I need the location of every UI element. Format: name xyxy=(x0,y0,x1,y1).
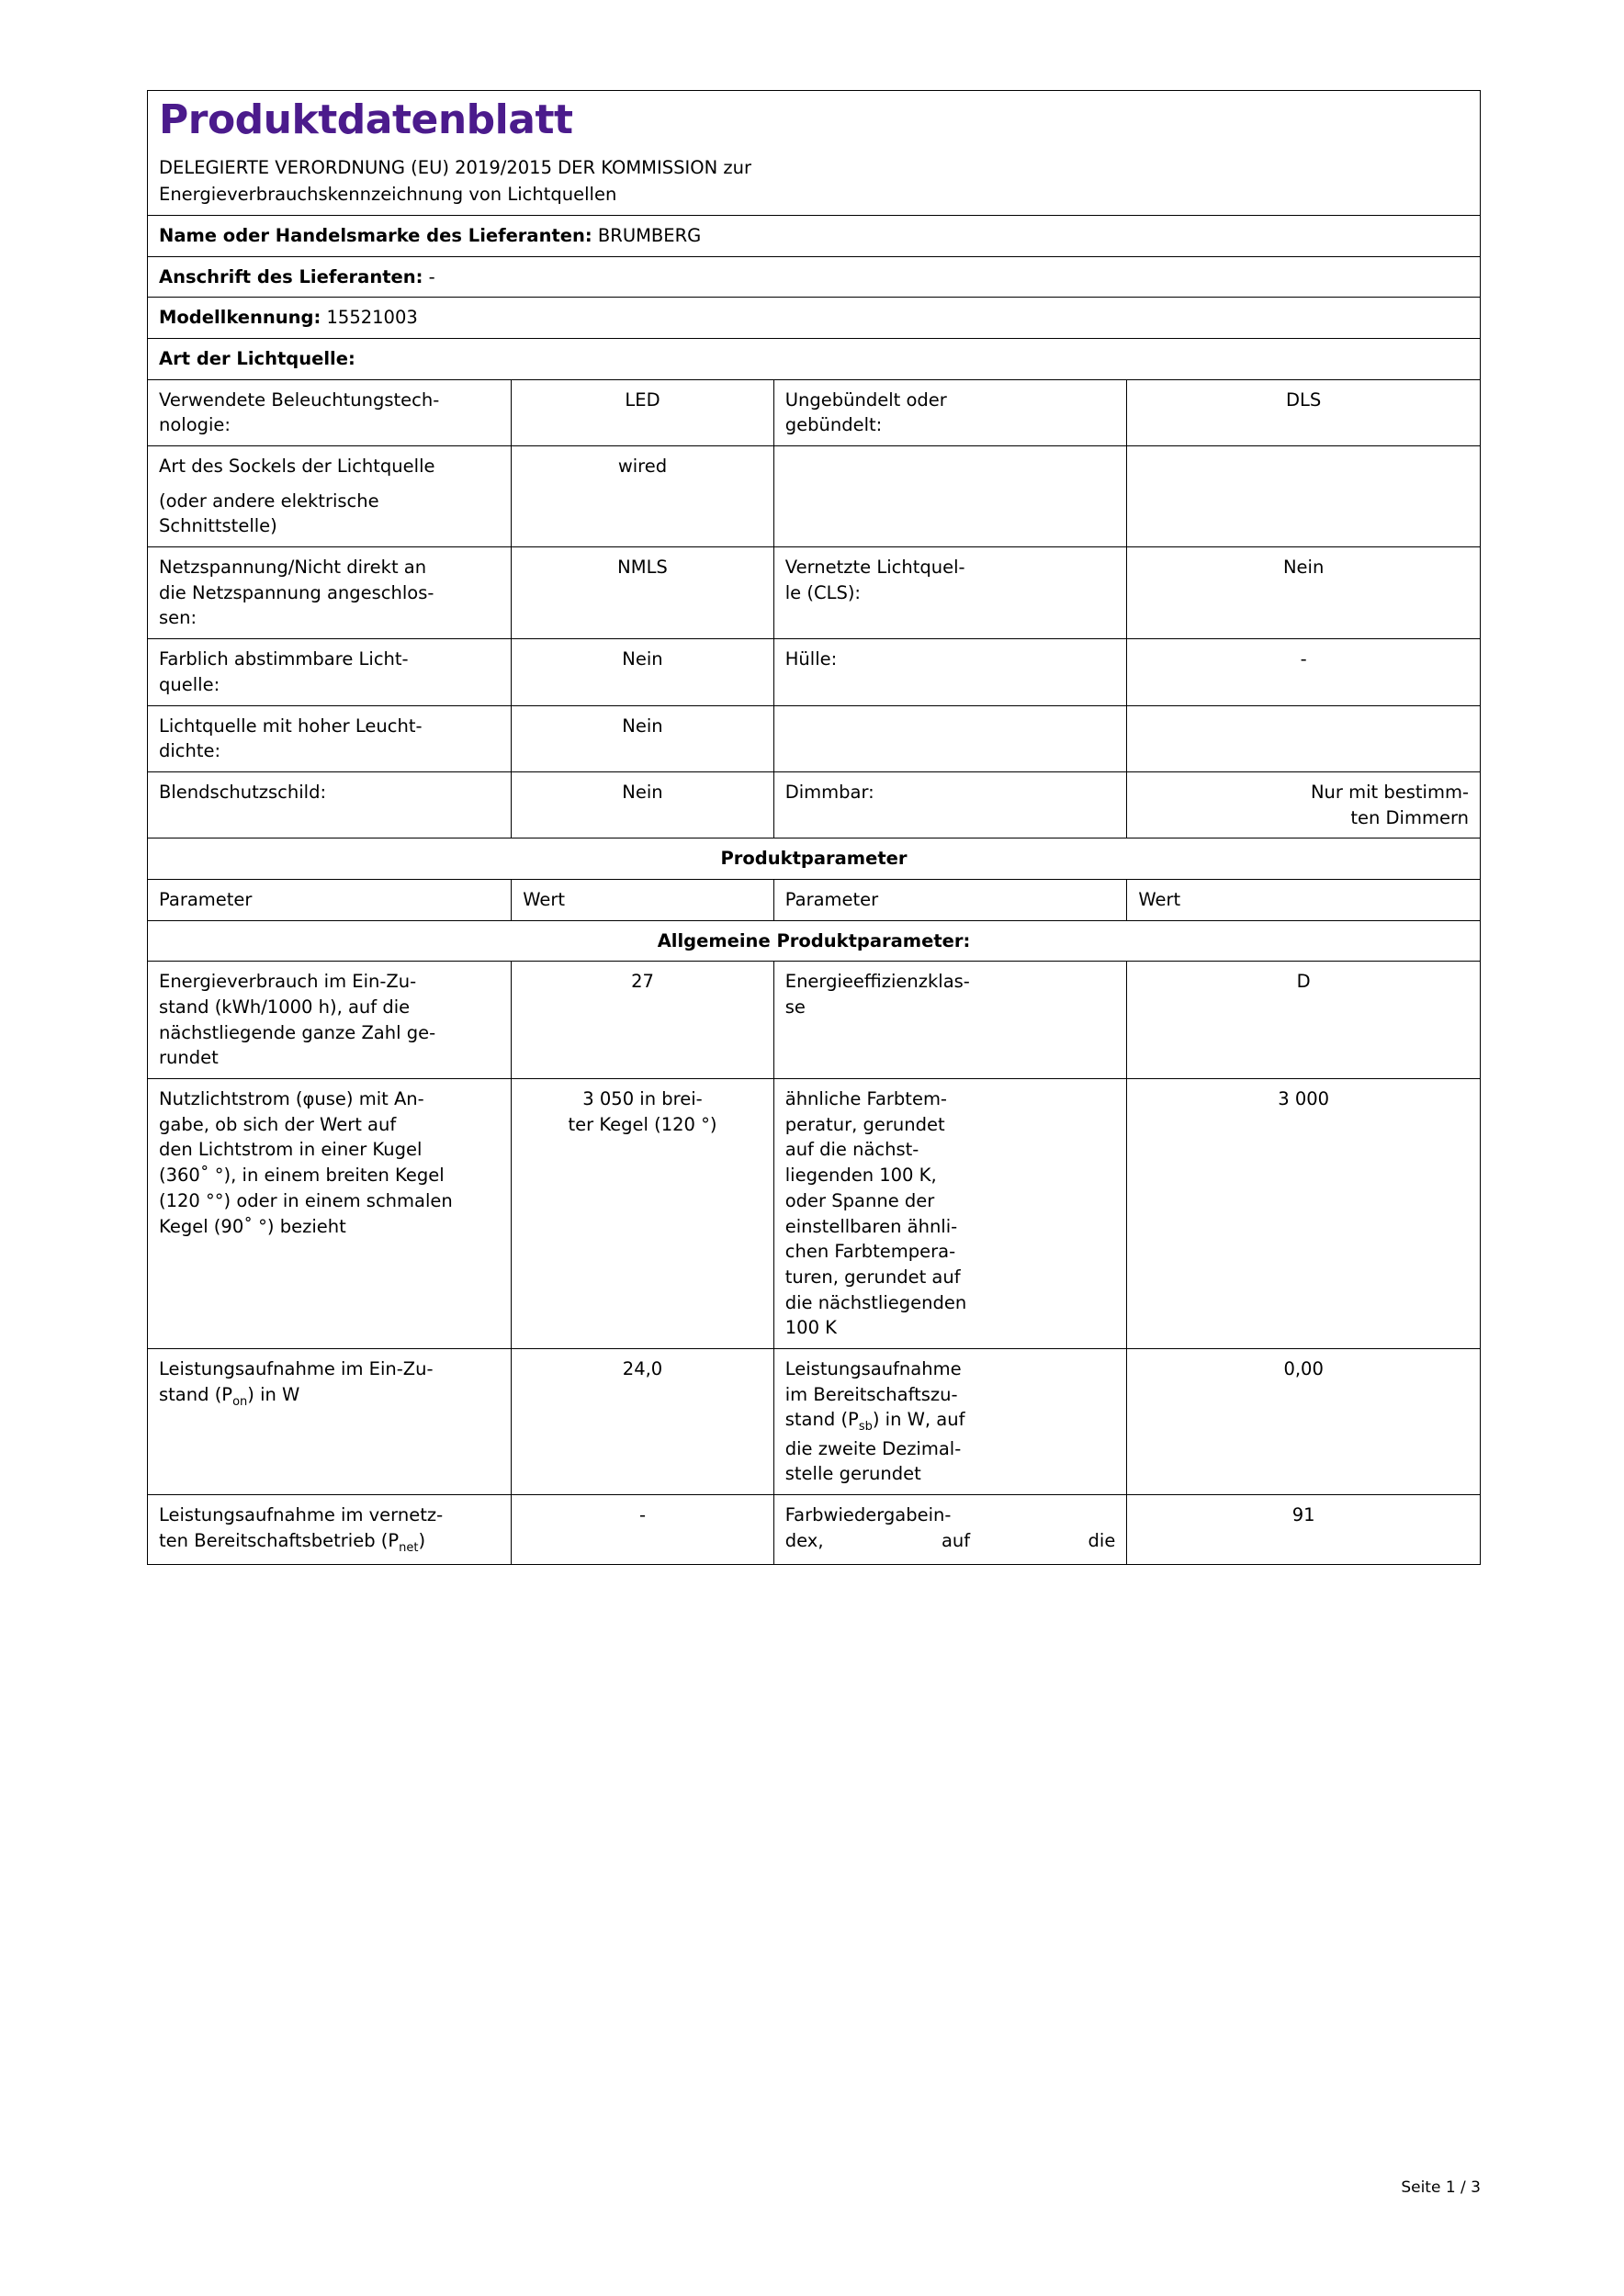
column-header-value-1: Wert xyxy=(512,879,774,920)
datasheet xyxy=(147,90,1481,1565)
lightsource-section-row xyxy=(148,338,1481,379)
text-line: sen: xyxy=(159,607,197,629)
cell-dimmable-label: Dimmbar: xyxy=(773,771,1127,838)
model-row xyxy=(148,298,1481,339)
cell-glare-label: Blendschutzschild: xyxy=(148,771,512,838)
cell-mains-value: NMLS xyxy=(512,547,774,639)
text-line: liegenden 100 K, xyxy=(784,1165,937,1187)
cell-cls-label xyxy=(773,547,1127,639)
cell-dimmable-value xyxy=(1127,771,1481,838)
supplier-address-row xyxy=(148,256,1481,298)
table-row xyxy=(148,1079,1481,1349)
cell-technology-value: LED xyxy=(512,379,774,445)
general-parameters-title-row xyxy=(148,920,1481,962)
text-span: Ungebündelt oder xyxy=(784,388,947,411)
text-line: nologie: xyxy=(159,414,231,436)
cell-cls-value: Nein xyxy=(1127,547,1481,639)
text-line: rundet xyxy=(159,1047,219,1069)
text-line: Leistungsaufnahme xyxy=(784,1357,962,1379)
cell-hld-value: Nein xyxy=(512,705,774,771)
cell-hld-label xyxy=(148,705,512,771)
spacer xyxy=(159,479,500,489)
cell-power-standby-label xyxy=(773,1348,1127,1494)
cell-useful-flux-label xyxy=(148,1079,512,1349)
text-line: Farbwiedergabein- xyxy=(784,1504,952,1526)
text-line: turen, gerundet auf xyxy=(784,1266,961,1288)
text-line: die nächstliegenden xyxy=(784,1291,967,1313)
text-line: se xyxy=(784,996,806,1019)
table-row xyxy=(148,446,1481,547)
text-line: stelle gerundet xyxy=(784,1463,921,1485)
text-line: Leistungsaufnahme im Ein-Zu- xyxy=(159,1357,434,1379)
supplier-name-cell xyxy=(148,215,1481,256)
cell-color-temp-value: 3 000 xyxy=(1127,1079,1481,1349)
text-line: stand $(P_{sb})$ in W, auf xyxy=(784,1409,965,1435)
supplier-address-value: - xyxy=(428,265,435,287)
cell-energy-consumption-label xyxy=(148,962,512,1079)
table-row xyxy=(148,962,1481,1079)
text-line: im Bereitschaftszu- xyxy=(784,1383,958,1405)
supplier-name-row xyxy=(148,215,1481,256)
text-line: ten Dimmern xyxy=(1350,806,1469,828)
text-line: 100 K xyxy=(784,1317,837,1339)
text-line: dichte: xyxy=(159,740,221,762)
cell-empty-value xyxy=(1127,446,1481,547)
cell-beam-label xyxy=(773,379,1127,445)
text-span: ähnliche Farbtem- xyxy=(784,1088,947,1110)
text-line: gebündelt: xyxy=(784,414,883,436)
text-span: dex, xyxy=(784,1529,824,1551)
text-line: (360˚ °), in einem breiten Kegel xyxy=(159,1165,445,1187)
cell-envelope-value: - xyxy=(1127,639,1481,705)
product-parameter-title: Produktparameter xyxy=(148,838,1481,880)
header-row xyxy=(148,91,1481,216)
text-line: ten Bereitschaftsbetrieb $(P_{net})$ xyxy=(159,1529,426,1555)
product-parameter-title-row xyxy=(148,838,1481,880)
cell-power-standby-value: 0,00 xyxy=(1127,1348,1481,1494)
cell-empty-label xyxy=(773,446,1127,547)
cell-socket-value: wired xyxy=(512,446,774,547)
text-line: die zweite Dezimal- xyxy=(784,1437,962,1459)
text-line: quelle: xyxy=(159,673,220,695)
text-line: Farblich abstimmbare Licht- xyxy=(159,648,409,670)
text-line: chen Farbtempera- xyxy=(784,1241,956,1263)
text-line xyxy=(785,1086,1116,1112)
cell-empty-label xyxy=(773,705,1127,771)
column-header-row xyxy=(148,879,1481,920)
text-line xyxy=(785,388,1116,413)
text-line: stand (kWh/1000 h), auf die xyxy=(159,996,411,1019)
cell-tunable-label xyxy=(148,639,512,705)
table-row xyxy=(148,639,1481,705)
text-line: Nur mit bestimm- xyxy=(1310,781,1469,803)
cell-technology-label xyxy=(148,379,512,445)
column-header-parameter-2: Parameter xyxy=(773,879,1127,920)
column-header-value-2: Wert xyxy=(1127,879,1481,920)
text-line: die Netzspannung angeschlos- xyxy=(159,581,434,603)
subscript-sb: sb xyxy=(858,1420,873,1435)
column-header-parameter-1: Parameter xyxy=(148,879,512,920)
text-line: Vernetzte Lichtquel- xyxy=(784,557,965,579)
cell-glare-value: Nein xyxy=(512,771,774,838)
table-row xyxy=(148,1495,1481,1565)
page-footer: Seite 1 / 3 xyxy=(1401,2178,1481,2197)
model-cell xyxy=(148,298,1481,339)
cell-cri-label xyxy=(773,1495,1127,1565)
table-row xyxy=(148,771,1481,838)
text-line: ter Kegel (120 °) xyxy=(568,1113,717,1135)
text-line: Schnittstelle) xyxy=(159,515,277,537)
regulation-line-2: Energieverbrauchskennzeichnung von Lichtquellen xyxy=(159,183,617,205)
cell-mains-label xyxy=(148,547,512,639)
text-line: gabe, ob sich der Wert auf xyxy=(159,1113,397,1135)
table-row xyxy=(148,379,1481,445)
text-line: oder Spanne der xyxy=(784,1189,935,1211)
cell-tunable-value: Nein xyxy=(512,639,774,705)
text-line: 3 050 in brei- xyxy=(582,1088,703,1110)
text-span: auf xyxy=(941,1529,971,1551)
text-line: (120 °°) oder in einem schmalen xyxy=(159,1189,453,1211)
text-line: Energieeffizienzklas- xyxy=(784,971,970,993)
text-line: Energieverbrauch im Ein-Zu- xyxy=(159,971,417,993)
product-datasheet-table xyxy=(147,90,1481,1565)
text-line: (oder andere elektrische xyxy=(159,490,379,512)
supplier-address-cell xyxy=(148,256,1481,298)
lightsource-section-label: Art der Lichtquelle: xyxy=(159,347,355,369)
cell-color-temp-label xyxy=(773,1079,1127,1349)
model-label: Modellkennung: xyxy=(159,307,321,329)
cell-empty-value xyxy=(1127,705,1481,771)
supplier-address-label: Anschrift des Lieferanten: xyxy=(159,265,423,287)
supplier-name-label: Name oder Handelsmarke des Lieferanten: xyxy=(159,224,592,246)
text-line: peratur, gerundet xyxy=(784,1113,945,1135)
text-line: Art des Sockels der Lichtquelle xyxy=(159,456,435,478)
text-line: Verwendete Beleuchtungstech- xyxy=(159,388,440,411)
text-line: einstellbaren ähnli- xyxy=(784,1215,958,1237)
text-line: Lichtquelle mit hoher Leucht- xyxy=(159,715,423,737)
lightsource-section-cell xyxy=(148,338,1481,379)
cell-envelope-label: Hülle: xyxy=(773,639,1127,705)
text-line: auf die nächst- xyxy=(784,1139,919,1161)
subscript-net: net xyxy=(399,1540,419,1555)
cell-energy-consumption-value: 27 xyxy=(512,962,774,1079)
general-parameters-title: Allgemeine Produktparameter: xyxy=(148,920,1481,962)
text-line: den Lichtstrom in einer Kugel xyxy=(159,1139,423,1161)
header-cell xyxy=(148,91,1481,216)
cell-beam-value: DLS xyxy=(1127,379,1481,445)
model-value: 15521003 xyxy=(326,307,418,329)
table-row xyxy=(148,705,1481,771)
text-line: Leistungsaufnahme im vernetz- xyxy=(159,1504,444,1526)
regulation-line-1: DELEGIERTE VERORDNUNG (EU) 2019/2015 DER KOMMISSION zur xyxy=(159,157,751,179)
text-line: stand $(P_{on})$ in W xyxy=(159,1383,300,1409)
text-line: Netzspannung/Nicht direkt an xyxy=(159,557,427,579)
page-title: Produktdatenblatt xyxy=(159,96,573,143)
cell-power-on-label xyxy=(148,1348,512,1494)
supplier-name-value: BRUMBERG xyxy=(597,224,702,246)
cell-energy-class-value: D xyxy=(1127,962,1481,1079)
table-row xyxy=(148,1348,1481,1494)
subscript-on: on xyxy=(232,1394,248,1409)
cell-cri-value: 91 xyxy=(1127,1495,1481,1565)
cell-power-net-label xyxy=(148,1495,512,1565)
text-line: Kegel (90˚ °) bezieht xyxy=(159,1215,346,1237)
text-line xyxy=(785,1528,1116,1554)
table-row xyxy=(148,547,1481,639)
cell-useful-flux-value xyxy=(512,1079,774,1349)
text-line: Nutzlichtstrom (φuse) mit An- xyxy=(159,1088,424,1110)
cell-socket-label xyxy=(148,446,512,547)
cell-power-net-value: - xyxy=(512,1495,774,1565)
cell-power-on-value: 24,0 xyxy=(512,1348,774,1494)
cell-energy-class-label xyxy=(773,962,1127,1079)
text-span: die xyxy=(1088,1529,1116,1551)
text-line: le (CLS): xyxy=(784,581,862,603)
text-line: nächstliegende ganze Zahl ge- xyxy=(159,1021,436,1043)
